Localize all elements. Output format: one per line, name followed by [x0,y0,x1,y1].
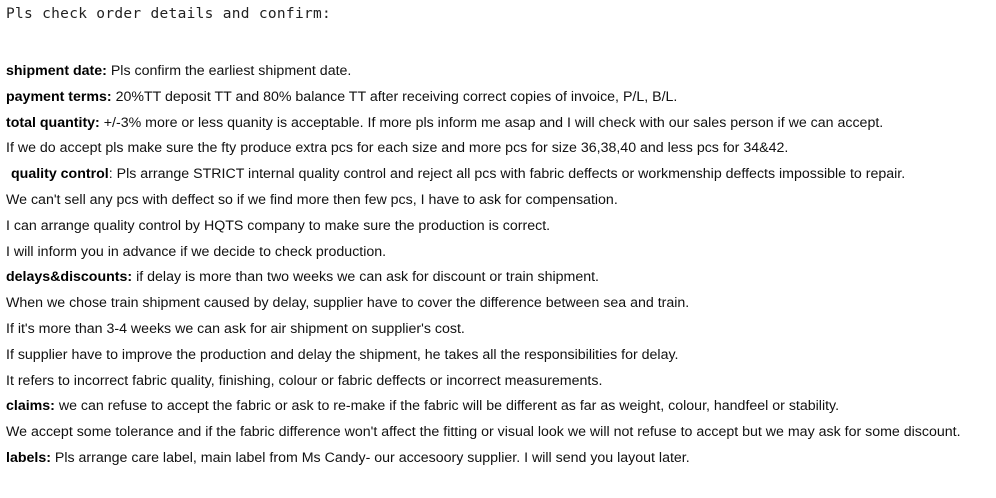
quality-control-line [6,162,992,188]
payment-terms-label: payment terms: [6,88,112,105]
claims-label: claims: [6,398,55,415]
delays-discounts-detail: It refers to incorrect fabric quality, finishing, colour or fabric deffects or incorrect measurements. [6,372,603,389]
delays-discounts-text: if delay is more than two weeks we can ask for discount or train shipment. [132,269,599,286]
quality-control-text: : Pls arrange STRICT internal quality control and reject all pcs with fabric deffects or workmenship deffects impossible to repair. [108,166,906,183]
labels-line [6,446,992,472]
total-quantity-text: +/-3% more or less quanity is acceptable. If more pls inform me asap and I will check with our sales person if we can accept. [99,114,884,131]
claims-line [6,394,992,420]
delays-discounts-detail: If it's more than 3-4 weeks we can ask for air shipment on supplier's cost. [6,320,465,337]
delays-discounts-line [6,265,992,291]
delays-discounts-detail: If supplier have to improve the production and delay the shipment, he takes all the responsibilities for delay. [6,346,679,363]
total-quantity-detail: If we do accept pls make sure the fty produce extra pcs for each size and more pcs for size 36,38,40 and less pcs for 34&42. [6,140,789,157]
delays-discounts-detail: When we chose train shipment caused by delay, supplier have to cover the difference between sea and train. [6,295,690,312]
quality-control-label: quality control [11,166,109,183]
claims-detail: We accept some tolerance and if the fabric difference won't affect the fitting or visual look we will not refuse to accept but we may ask for some discount. [6,424,961,441]
quality-control-detail: We can't sell any pcs with deffect so if we find more then few pcs, I have to ask for compensation. [6,191,618,208]
shipment-date-line [6,59,992,85]
payment-terms-line [6,85,992,111]
labels-text: Pls arrange care label, main label from Ms Candy- our accesoory supplier. I will send you layout later. [50,449,690,466]
shipment-date-label: shipment date: [6,63,107,79]
quality-control-detail: I will inform you in advance if we decide to check production. [6,243,387,260]
document-heading: Pls check order details and confirm: [6,6,332,22]
order-details [6,59,992,472]
delays-discounts-label: delays&discounts: [6,269,133,286]
payment-terms-text: 20%TT deposit TT and 80% balance TT after receiving correct copies of invoice, P/L, B/L. [111,88,678,105]
claims-text: we can refuse to accept the fabric or ask to re-make if the fabric will be different as far as weight, colour, handfeel or stability. [54,398,840,415]
total-quantity-line [6,111,992,137]
shipment-date-text: Pls confirm the earliest shipment date. [106,63,352,79]
total-quantity-label: total quantity: [6,114,100,131]
labels-label: labels: [6,449,51,466]
quality-control-detail: I can arrange quality control by HQTS company to make sure the production is correct. [6,217,551,234]
